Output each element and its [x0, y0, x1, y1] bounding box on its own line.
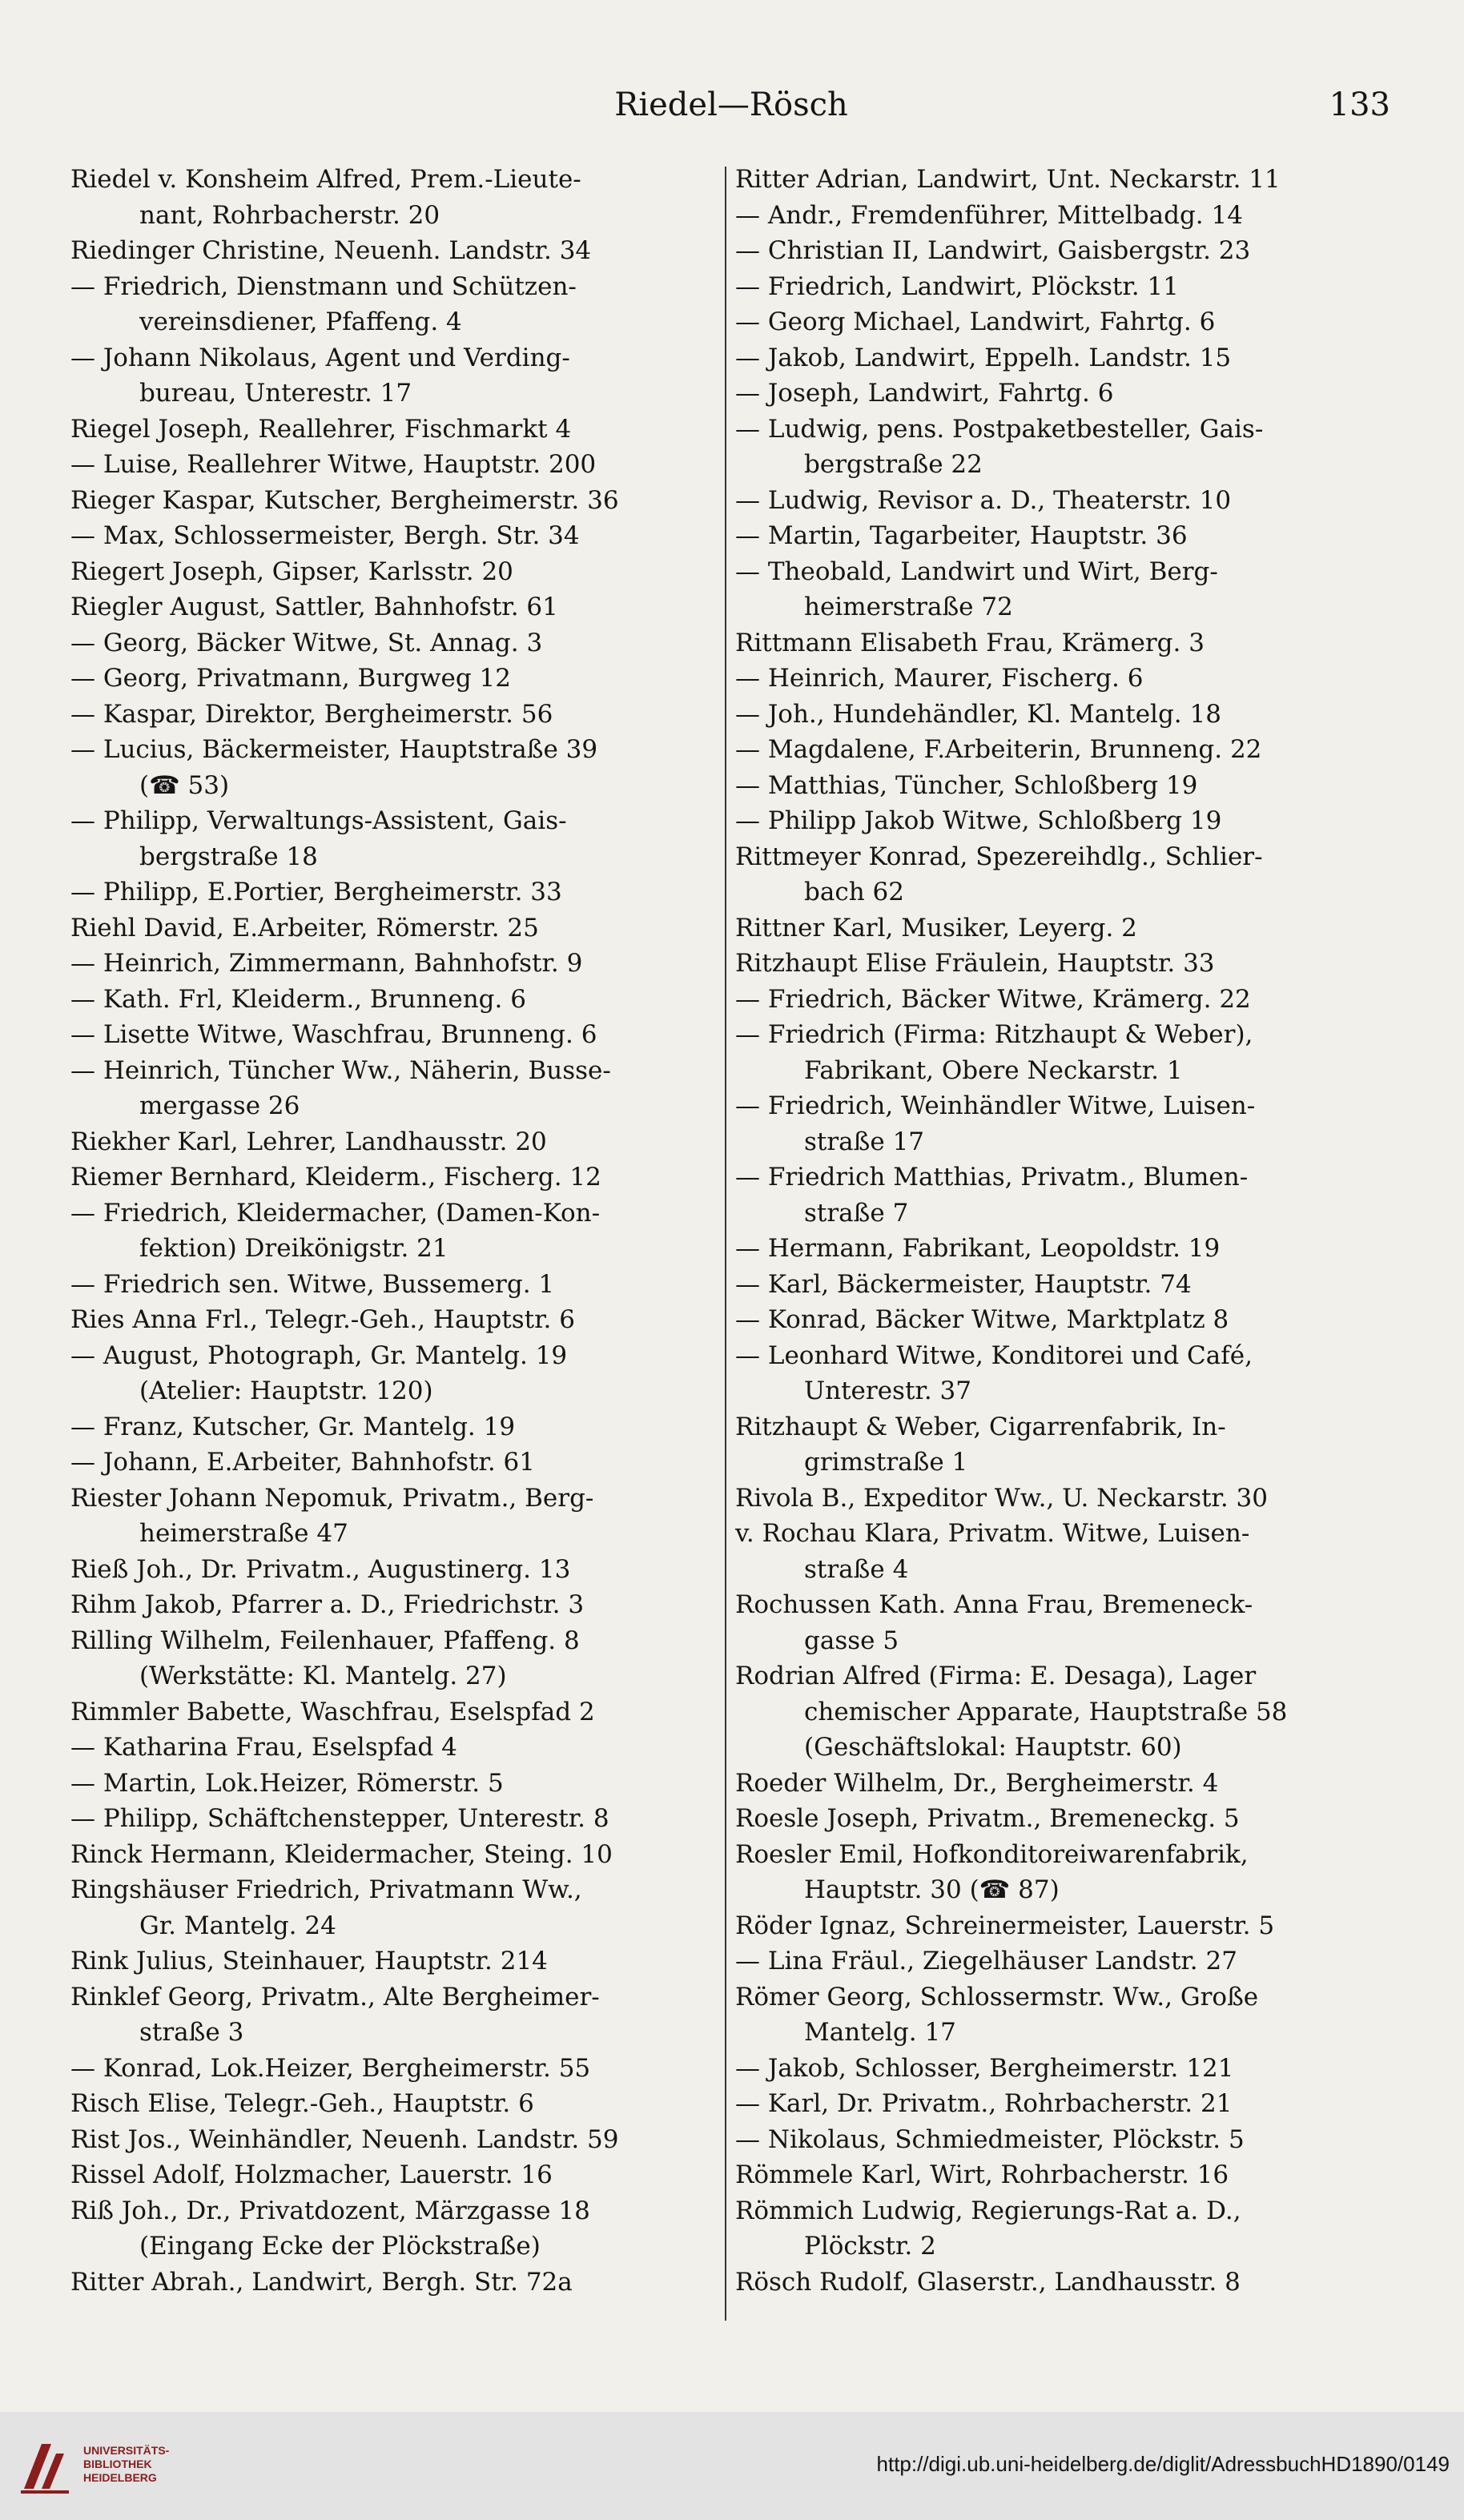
- directory-entry: [70, 1409, 719, 1445]
- entry-line: Röder Ignaz, Schreinermeister, Lauerstr. 5: [735, 1911, 1275, 1940]
- directory-entry: [70, 661, 719, 697]
- entry-line: Rösch Rudolf, Glaserstr., Landhausstr. 8: [735, 2267, 1241, 2297]
- directory-entry: [735, 661, 1384, 697]
- entry-line: — Philipp Jakob Witwe, Schloßberg 19: [735, 806, 1222, 835]
- column-left: [70, 162, 719, 2300]
- entry-line: Riester Johann Nepomuk, Privatm., Berg-: [70, 1483, 594, 1513]
- entry-line: — Karl, Bäckermeister, Hauptstr. 74: [735, 1269, 1192, 1299]
- directory-entry: [70, 1445, 719, 1481]
- entry-line: — Georg, Bäcker Witwe, St. Annag. 3: [70, 628, 543, 657]
- directory-entry: [70, 910, 719, 947]
- directory-entry: [70, 1837, 719, 1873]
- directory-entry: [735, 376, 1384, 412]
- directory-entry: [70, 269, 719, 340]
- entry-line: Riekher Karl, Lehrer, Landhausstr. 20: [70, 1127, 547, 1156]
- column-divider: [725, 167, 726, 2321]
- directory-entry: [735, 483, 1384, 519]
- directory-entry: [735, 2193, 1384, 2265]
- entry-line: — Luise, Reallehrer Witwe, Hauptstr. 200: [70, 450, 597, 479]
- entry-line: Riedel v. Konsheim Alfred, Prem.-Lieute-: [70, 165, 581, 194]
- logo-line: HEIDELBERG: [83, 2471, 157, 2484]
- directory-entry: [735, 1338, 1384, 1409]
- entry-line: — Max, Schlossermeister, Bergh. Str. 34: [70, 521, 580, 550]
- entry-line: — Kath. Frl, Kleiderm., Brunneng. 6: [70, 984, 526, 1014]
- directory-entry: [735, 1231, 1384, 1267]
- entry-line: — Katharina Frau, Eselspfad 4: [70, 1733, 457, 1762]
- entry-line: Roesler Emil, Hofkonditoreiwarenfabrik,: [735, 1839, 1249, 1869]
- directory-entry: [735, 910, 1384, 947]
- directory-entry: [70, 982, 719, 1018]
- directory-entry: [70, 1017, 719, 1053]
- entry-continuation-line: vereinsdiener, Pfaffeng. 4: [139, 307, 462, 336]
- entry-line: — Heinrich, Maurer, Fischerg. 6: [735, 664, 1144, 693]
- entry-line: Rivola B., Expeditor Ww., U. Neckarstr. 30: [735, 1483, 1269, 1513]
- directory-entry: [70, 1481, 719, 1552]
- entry-line: — Friedrich, Dienstmann und Schützen-: [70, 271, 577, 301]
- directory-entry: [735, 1587, 1384, 1658]
- directory-entry: [70, 1053, 719, 1124]
- directory-entry: [70, 483, 719, 519]
- entry-continuation-line: mergasse 26: [139, 1091, 300, 1120]
- directory-entry: [735, 412, 1384, 483]
- directory-entry: [70, 697, 719, 733]
- entry-line: — Philipp, E.Portier, Bergheimerstr. 33: [70, 878, 562, 906]
- directory-entry: [735, 1409, 1384, 1481]
- entry-line: Rihm Jakob, Pfarrer a. D., Friedrichstr. 3: [70, 1590, 585, 1619]
- directory-entry: [735, 803, 1384, 839]
- entry-continuation-line: bergstraße 22: [804, 450, 983, 479]
- running-head: Riedel—Rösch: [614, 86, 848, 123]
- entry-continuation-line: Gr. Mantelg. 24: [139, 1911, 336, 1940]
- entry-line: Riemer Bernhard, Kleiderm., Fischerg. 12: [70, 1163, 601, 1192]
- entry-line: Ritter Abrah., Landwirt, Bergh. Str. 72a: [70, 2267, 573, 2297]
- entry-line: Riegert Joseph, Gipser, Karlsstr. 20: [70, 557, 513, 586]
- entry-line: — Kaspar, Direktor, Bergheimerstr. 56: [70, 699, 553, 729]
- entry-line: — Konrad, Bäcker Witwe, Marktplatz 8: [735, 1305, 1229, 1334]
- entry-line: Ringshäuser Friedrich, Privatmann Ww.,: [70, 1875, 582, 1904]
- entry-line: Riehl David, E.Arbeiter, Römerstr. 25: [70, 913, 539, 942]
- directory-entry: [735, 1908, 1384, 1944]
- directory-entry: [735, 1943, 1384, 1979]
- directory-entry: [70, 1872, 719, 1943]
- entry-line: — Nikolaus, Schmiedmeister, Plöckstr. 5: [735, 2124, 1245, 2154]
- directory-entry: [70, 1338, 719, 1409]
- directory-entry: [70, 2051, 719, 2087]
- directory-entry: [735, 2086, 1384, 2122]
- directory-entry: [735, 2157, 1384, 2193]
- page-number: 133: [1329, 86, 1390, 123]
- entry-line: — Magdalene, F.Arbeiterin, Brunneng. 22: [735, 735, 1262, 764]
- entry-line: Risch Elise, Telegr.-Geh., Hauptstr. 6: [70, 2089, 534, 2118]
- directory-entry: [70, 412, 719, 448]
- directory-entry: [735, 1160, 1384, 1231]
- directory-entry: [70, 874, 719, 910]
- entry-line: — Christian II, Landwirt, Gaisbergstr. 23: [735, 236, 1251, 265]
- entry-continuation-line: straße 3: [139, 2018, 244, 2047]
- directory-entry: [70, 518, 719, 554]
- entry-continuation-line: nant, Rohrbacherstr. 20: [139, 200, 440, 230]
- entry-line: Ritter Adrian, Landwirt, Unt. Neckarstr. 11: [735, 165, 1281, 194]
- entry-line: — August, Photograph, Gr. Mantelg. 19: [70, 1340, 568, 1370]
- directory-entry: [70, 447, 719, 483]
- entry-line: Rodrian Alfred (Firma: E. Desaga), Lager: [735, 1662, 1257, 1690]
- library-logo: [18, 2431, 194, 2503]
- entry-line: Rinklef Georg, Privatm., Alte Bergheimer-: [70, 1982, 600, 2012]
- entry-line: — Johann, E.Arbeiter, Bahnhofstr. 61: [70, 1448, 535, 1477]
- entry-continuation-line: (Eingang Ecke der Plöckstraße): [139, 2232, 541, 2261]
- column-right: [735, 162, 1384, 2300]
- entry-line: — Heinrich, Zimmermann, Bahnhofstr. 9: [70, 949, 583, 978]
- entry-line: Rist Jos., Weinhändler, Neuenh. Landstr. 59: [70, 2124, 619, 2154]
- entry-line: Rieger Kaspar, Kutscher, Bergheimerstr. 36: [70, 485, 619, 515]
- entry-line: v. Rochau Klara, Privatm. Witwe, Luisen-: [735, 1519, 1250, 1548]
- entry-line: Roesle Joseph, Privatm., Bremeneckg. 5: [735, 1804, 1240, 1833]
- directory-entry: [70, 732, 719, 803]
- entry-line: Rilling Wilhelm, Feilenhauer, Pfaffeng. 8: [70, 1626, 580, 1655]
- entry-line: — Joh., Hundehändler, Kl. Mantelg. 18: [735, 699, 1221, 729]
- directory-entry: [735, 1302, 1384, 1338]
- entry-continuation-line: Mantelg. 17: [804, 2018, 956, 2047]
- entry-line: — Lucius, Bäckermeister, Hauptstraße 39: [70, 735, 598, 764]
- entry-line: — Friedrich sen. Witwe, Bussemerg. 1: [70, 1269, 555, 1299]
- entry-line: Rittmeyer Konrad, Spezereihdlg., Schlier-: [735, 842, 1263, 871]
- entry-line: Roeder Wilhelm, Dr., Bergheimerstr. 4: [735, 1768, 1219, 1798]
- directory-entry: [70, 1979, 719, 2051]
- entry-line: Römmele Karl, Wirt, Rohrbacherstr. 16: [735, 2160, 1229, 2189]
- entry-line: Rimmler Babette, Waschfrau, Eselspfad 2: [70, 1697, 595, 1726]
- directory-entry: [70, 2122, 719, 2158]
- entry-continuation-line: heimerstraße 47: [139, 1519, 348, 1548]
- directory-entry: [70, 1302, 719, 1338]
- entry-line: — Leonhard Witwe, Konditorei und Café,: [735, 1340, 1253, 1370]
- directory-entry: [70, 1766, 719, 1802]
- entry-line: Riegel Joseph, Reallehrer, Fischmarkt 4: [70, 414, 572, 444]
- directory-entry: [735, 2051, 1384, 2087]
- directory-entry: [70, 1552, 719, 1588]
- entry-line: Rinck Hermann, Kleidermacher, Steing. 10: [70, 1839, 613, 1869]
- directory-entry: [735, 1979, 1384, 2051]
- directory-entry: [70, 2157, 719, 2193]
- directory-entry: [70, 340, 719, 412]
- directory-entry: [735, 162, 1384, 198]
- directory-entry: [735, 839, 1384, 910]
- entry-line: — Friedrich, Landwirt, Plöckstr. 11: [735, 271, 1179, 301]
- entry-continuation-line: bureau, Unterestr. 17: [139, 379, 412, 408]
- directory-entry: [70, 1730, 719, 1766]
- entry-line: — Philipp, Schäftchenstepper, Unterestr. 8: [70, 1804, 609, 1833]
- entry-line: — Heinrich, Tüncher Ww., Näherin, Busse-: [70, 1055, 611, 1085]
- entry-continuation-line: Hauptstr. 30 (☎ 87): [804, 1875, 1060, 1904]
- entry-line: Riegler August, Sattler, Bahnhofstr. 61: [70, 593, 558, 621]
- entry-continuation-line: bergstraße 18: [139, 842, 318, 871]
- entry-line: Ritzhaupt & Weber, Cigarrenfabrik, In-: [735, 1412, 1226, 1441]
- directory-entry: [735, 340, 1384, 376]
- entry-line: Ritzhaupt Elise Fräulein, Hauptstr. 33: [735, 949, 1215, 978]
- entry-line: — Joseph, Landwirt, Fahrtg. 6: [735, 379, 1114, 408]
- entry-continuation-line: (☎ 53): [139, 770, 230, 800]
- entry-continuation-line: fektion) Dreikönigstr. 21: [139, 1234, 448, 1263]
- directory-entry: [735, 518, 1384, 554]
- entry-line: Rieß Joh., Dr. Privatm., Augustinerg. 13: [70, 1554, 571, 1584]
- directory-entry: [70, 1623, 719, 1694]
- directory-entry: [70, 162, 719, 233]
- entry-line: — Friedrich Matthias, Privatm., Blumen-: [735, 1163, 1249, 1192]
- entry-line: Rochussen Kath. Anna Frau, Bremeneck-: [735, 1590, 1253, 1619]
- directory-entry: [70, 1196, 719, 1267]
- directory-entry: [735, 1516, 1384, 1587]
- directory-entry: [735, 269, 1384, 305]
- entry-line: — Martin, Lok.Heizer, Römerstr. 5: [70, 1768, 504, 1798]
- directory-entry: [735, 1801, 1384, 1837]
- entry-line: — Jakob, Landwirt, Eppelh. Landstr. 15: [735, 343, 1232, 372]
- entry-continuation-line: straße 17: [804, 1127, 925, 1156]
- entry-line: — Franz, Kutscher, Gr. Mantelg. 19: [70, 1412, 516, 1441]
- directory-entry: [735, 554, 1384, 625]
- page-header: [72, 86, 1390, 127]
- logo-line: BIBLIOTHEK: [83, 2458, 152, 2470]
- entry-line: — Matthias, Tüncher, Schloßberg 19: [735, 770, 1198, 800]
- entry-line: — Lina Fräul., Ziegelhäuser Landstr. 27: [735, 1947, 1237, 1975]
- directory-entry: [70, 946, 719, 982]
- entry-continuation-line: Unterestr. 37: [804, 1377, 971, 1405]
- entry-line: — Friedrich (Firma: Ritzhaupt & Weber),: [735, 1020, 1253, 1049]
- entry-line: Ries Anna Frl., Telegr.-Geh., Hauptstr. 6: [70, 1305, 575, 1334]
- directory-entry: [735, 2265, 1384, 2301]
- directory-entry: [735, 1766, 1384, 1802]
- directory-entry: [70, 589, 719, 625]
- entry-line: Römer Georg, Schlossermstr. Ww., Große: [735, 1982, 1259, 2012]
- entry-line: — Martin, Tagarbeiter, Hauptstr. 36: [735, 521, 1188, 550]
- directory-entry: [70, 1124, 719, 1160]
- directory-entry: [735, 1017, 1384, 1088]
- entry-continuation-line: heimerstraße 72: [804, 593, 1013, 621]
- entry-line: — Georg Michael, Landwirt, Fahrtg. 6: [735, 307, 1216, 336]
- directory-entry: [735, 1837, 1384, 1908]
- entry-line: — Lisette Witwe, Waschfrau, Brunneng. 6: [70, 1020, 597, 1049]
- entry-line: — Johann Nikolaus, Agent und Verding-: [70, 343, 570, 372]
- directory-entry: [70, 2086, 719, 2122]
- library-logo-text: [83, 2444, 169, 2485]
- entry-line: Riß Joh., Dr., Privatdozent, Märzgasse 18: [70, 2196, 590, 2225]
- directory-entry: [70, 2265, 719, 2301]
- directory-entry: [735, 1481, 1384, 1517]
- directory-entry: [70, 554, 719, 590]
- entry-continuation-line: bach 62: [804, 878, 904, 906]
- entry-continuation-line: gasse 5: [804, 1626, 899, 1655]
- entry-line: — Philipp, Verwaltungs-Assistent, Gais-: [70, 806, 567, 835]
- entry-line: — Ludwig, Revisor a. D., Theaterstr. 10: [735, 485, 1232, 515]
- directory-entry: [70, 1267, 719, 1303]
- entry-continuation-line: Plöckstr. 2: [804, 2232, 936, 2261]
- directory-entry: [735, 982, 1384, 1018]
- directory-entry: [70, 625, 719, 661]
- footer-bar: [0, 2412, 1464, 2520]
- entry-line: — Friedrich, Weinhändler Witwe, Luisen-: [735, 1091, 1256, 1120]
- entry-continuation-line: grimstraße 1: [804, 1448, 968, 1477]
- entry-line: — Karl, Dr. Privatm., Rohrbacherstr. 21: [735, 2089, 1233, 2118]
- library-seal-icon: [18, 2438, 74, 2495]
- directory-entry: [735, 1088, 1384, 1160]
- directory-entry: [70, 2193, 719, 2265]
- entry-line: — Friedrich, Bäcker Witwe, Krämerg. 22: [735, 984, 1251, 1014]
- directory-entry: [70, 1801, 719, 1837]
- directory-entry: [70, 1943, 719, 1979]
- entry-line: Riedinger Christine, Neuenh. Landstr. 34: [70, 236, 592, 265]
- entry-continuation-line: (Geschäftslokal: Hauptstr. 60): [804, 1733, 1182, 1762]
- entry-continuation-line: (Atelier: Hauptstr. 120): [139, 1377, 433, 1405]
- entry-line: Rink Julius, Steinhauer, Hauptstr. 214: [70, 1947, 548, 1975]
- directory-entry: [735, 732, 1384, 768]
- entry-continuation-line: Fabrikant, Obere Neckarstr. 1: [804, 1055, 1183, 1085]
- directory-entry: [70, 1694, 719, 1730]
- directory-entry: [735, 198, 1384, 234]
- entry-line: Römmich Ludwig, Regierungs-Rat a. D.,: [735, 2196, 1241, 2225]
- directory-entry: [735, 697, 1384, 733]
- entry-line: Rittner Karl, Musiker, Leyerg. 2: [735, 913, 1137, 942]
- directory-entry: [70, 233, 719, 269]
- entry-line: — Theobald, Landwirt und Wirt, Berg-: [735, 557, 1218, 586]
- entry-line: — Konrad, Lok.Heizer, Bergheimerstr. 55: [70, 2053, 591, 2083]
- directory-entry: [70, 1160, 719, 1196]
- entry-line: Rittmann Elisabeth Frau, Krämerg. 3: [735, 628, 1205, 657]
- logo-line: UNIVERSITÄTS-: [83, 2444, 170, 2457]
- entry-line: — Andr., Fremdenführer, Mittelbadg. 14: [735, 200, 1243, 230]
- directory-entry: [70, 1587, 719, 1623]
- entry-line: — Georg, Privatmann, Burgweg 12: [70, 664, 511, 693]
- directory-entry: [735, 233, 1384, 269]
- directory-entry: [735, 625, 1384, 661]
- directory-entry: [735, 768, 1384, 804]
- entry-continuation-line: (Werkstätte: Kl. Mantelg. 27): [139, 1662, 507, 1690]
- source-url[interactable]: http://digi.ub.uni-heidelberg.de/diglit/AdressbuchHD1890/0149: [876, 2452, 1450, 2476]
- entry-line: Rissel Adolf, Holzmacher, Lauerstr. 16: [70, 2160, 553, 2189]
- entry-line: — Friedrich, Kleidermacher, (Damen-Kon-: [70, 1198, 601, 1228]
- directory-entry: [735, 2122, 1384, 2158]
- directory-entry: [735, 946, 1384, 982]
- directory-entry: [735, 1658, 1384, 1766]
- entry-continuation-line: straße 4: [804, 1554, 909, 1584]
- entry-line: — Hermann, Fabrikant, Leopoldstr. 19: [735, 1234, 1221, 1263]
- entry-continuation-line: chemischer Apparate, Hauptstraße 58: [804, 1697, 1288, 1726]
- entry-line: — Ludwig, pens. Postpaketbesteller, Gais-: [735, 414, 1264, 444]
- directory-entry: [735, 1267, 1384, 1303]
- directory-entry: [735, 304, 1384, 340]
- entry-line: — Jakob, Schlosser, Bergheimerstr. 121: [735, 2053, 1234, 2083]
- entry-continuation-line: straße 7: [804, 1198, 909, 1228]
- directory-entry: [70, 803, 719, 874]
